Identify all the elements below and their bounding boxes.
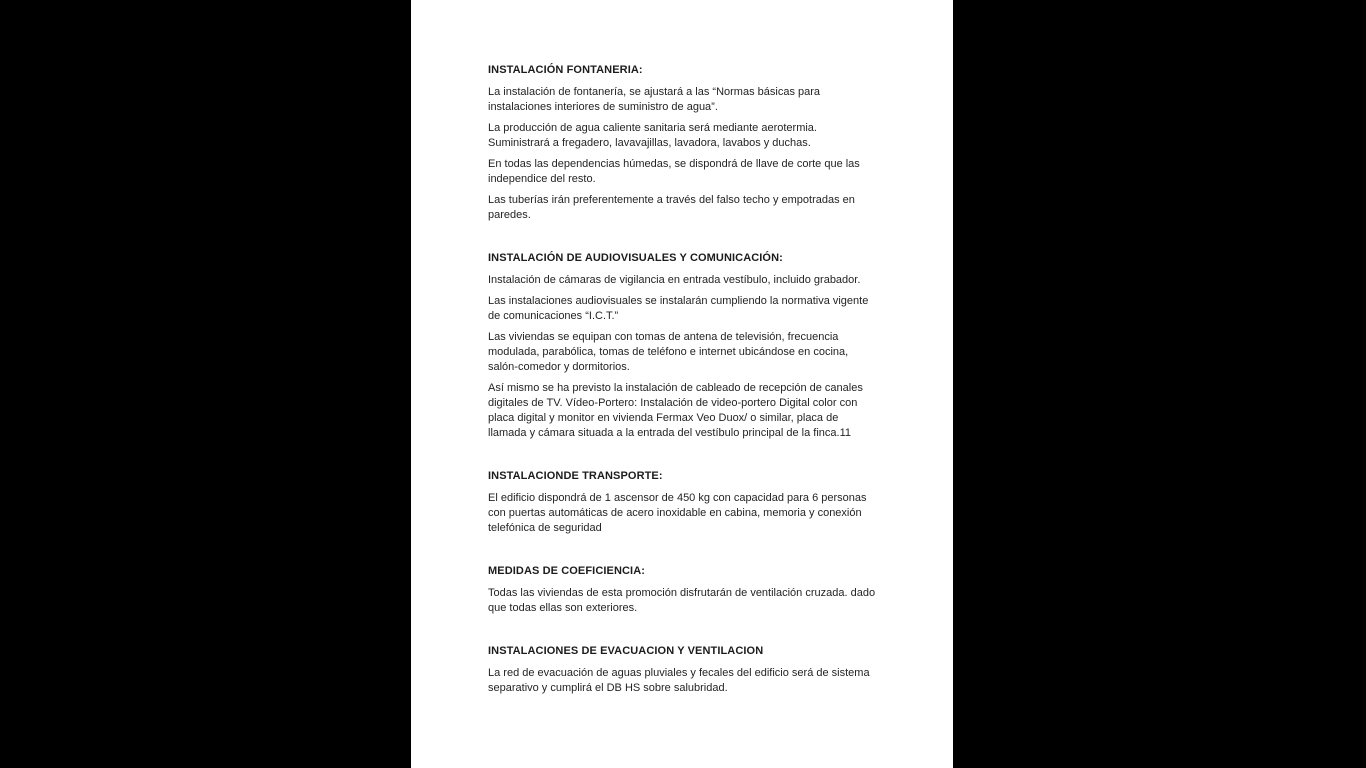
paragraph: Todas las viviendas de esta promoción disfrutarán de ventilación cruzada. dado que todas ellas son exteriores.: [488, 587, 876, 614]
section-heading-fontaneria: INSTALACIÓN FONTANERIA:: [488, 64, 643, 76]
section-audiovisuales: [488, 251, 877, 441]
section-heading-evacuacion: INSTALACIONES DE EVACUACION Y VENTILACION: [488, 645, 764, 657]
document-page: [411, 0, 953, 768]
paragraph: Instalación de cámaras de vigilancia en entrada vestíbulo, incluido grabador.: [488, 274, 861, 286]
section-heading-coeficiencia: MEDIDAS DE COEFICIENCIA:: [488, 565, 646, 577]
paragraph: La instalación de fontanería, se ajustará a las “Normas básicas para instalaciones interiores de suministro de agua”.: [488, 86, 821, 113]
section-heading-transporte: INSTALACIONDE TRANSPORTE:: [488, 470, 663, 482]
paragraph: Las viviendas se equipan con tomas de antena de televisión, frecuencia modulada, parabólica, tomas de teléfono e internet ubicándose en cocina, salón-comedor y dormitorios.: [488, 331, 849, 373]
section-coeficiencia: [488, 564, 877, 616]
paragraph: Así mismo se ha previsto la instalación de cableado de recepción de canales digitales de TV. Vídeo-Portero: Instalación de video-portero Digital color con placa digital y monitor en vivienda Fermax Veo Duox/ o similar, placa de llamada y cámara situada a la entrada del vestíbulo principal de la finca.11: [488, 382, 863, 439]
document-content: [411, 0, 953, 696]
paragraph: El edificio dispondrá de 1 ascensor de 450 kg con capacidad para 6 personas con puertas automáticas de acero inoxidable en cabina, memoria y conexión telefónica de seguridad: [488, 492, 867, 534]
paragraph: La red de evacuación de aguas pluviales y fecales del edificio será de sistema separativo y cumplirá el DB HS sobre salubridad.: [488, 667, 870, 694]
paragraph: Las tuberías irán preferentemente a través del falso techo y empotradas en paredes.: [488, 194, 855, 221]
section-heading-audiovisuales: INSTALACIÓN DE AUDIOVISUALES Y COMUNICACIÓN:: [488, 252, 783, 264]
paragraph: La producción de agua caliente sanitaria será mediante aerotermia. Suministrará a fregadero, lavavajillas, lavadora, lavabos y duchas.: [488, 122, 817, 149]
paragraph: En todas las dependencias húmedas, se dispondrá de llave de corte que las independice del resto.: [488, 158, 860, 185]
section-fontaneria: [488, 63, 877, 223]
section-evacuacion: [488, 644, 877, 696]
paragraph: Las instalaciones audiovisuales se instalarán cumpliendo la normativa vigente de comunicaciones “I.C.T.”: [488, 295, 869, 322]
section-transporte: [488, 469, 877, 536]
